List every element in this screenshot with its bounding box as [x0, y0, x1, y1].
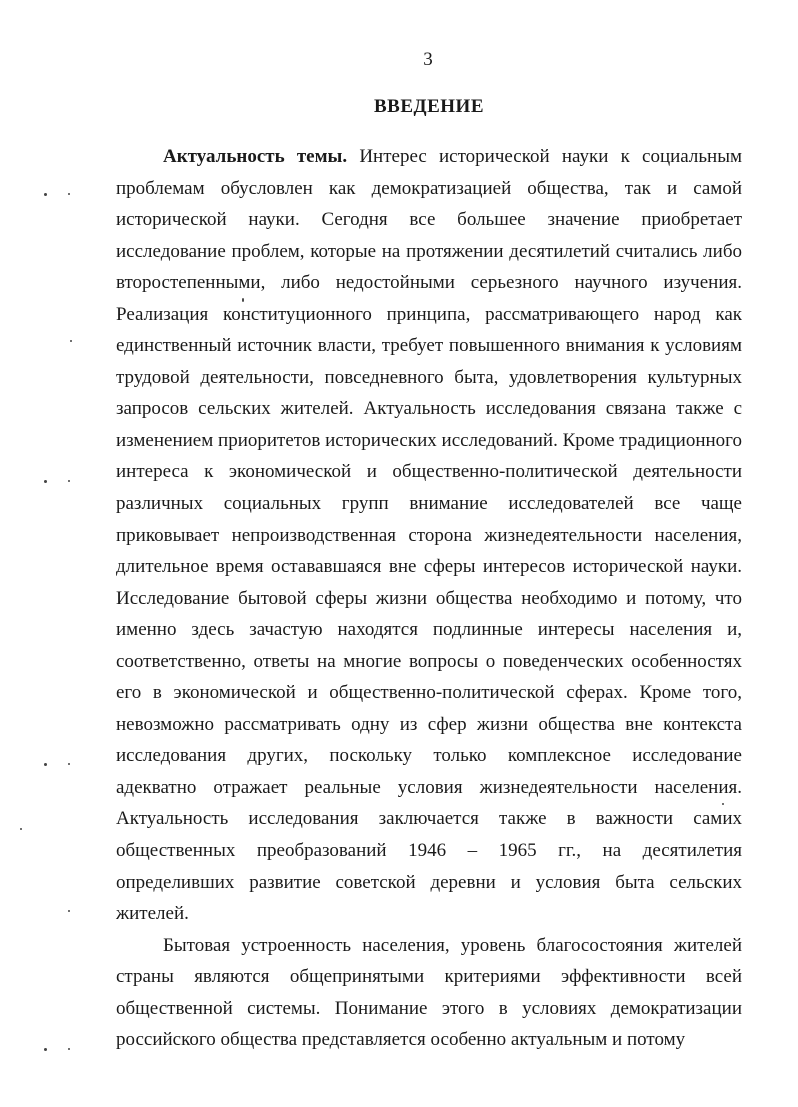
page-title: ВВЕДЕНИЕ: [374, 96, 484, 117]
scan-speck: [70, 340, 72, 342]
scan-speck: [68, 480, 70, 482]
scan-speck: [44, 480, 47, 483]
body-text: [116, 141, 742, 1056]
scan-speck: [44, 1048, 47, 1051]
scan-speck: [68, 1048, 70, 1050]
scan-speck: [20, 828, 22, 830]
paragraph: [116, 141, 742, 930]
scan-speck: [44, 193, 47, 196]
paragraph-text: Бытовая устроенность населения, уровень благосостояния жителей страны являются общепринятыми критериями эффективности всей общественной системы. Понимание этого в условиях демократизации российского общества представляется особенно актуальным и потому: [116, 934, 742, 1051]
paragraph-text: Интерес исторической науки к социальным проблемам обусловлен как демократизацией общества, так и самой исторической науки. Сегодня все большее значение приобретает исследование проблем, которые на протяжении десятилетий считались либо второстепенными, либо недостойными серьезного научного изучения. Реализация конституционного принципа, рассматривающего народ как единственный источник власти, требует повышенного внимания к условиям трудовой деятельности, повседневного быта, удовлетворения культурных запросов сельских жителей. Актуальность исследования связана также с изменением приоритетов исторических исследований. Кроме традиционного интереса к экономической и общественно-политической деятельности различных социальных групп внимание исследователей все чаще приковывает непроизводственная сторона жизнедеятельности населения, длительное время остававшаяся вне сферы интересов исторической науки. Исследование бытовой сферы жизни общества необходимо и потому, что именно здесь зачастую находятся подлинные интересы населения и, соответственно, ответы на многие вопросы о поведенческих особенностях его в экономической и общественно-политической сферах. Кроме того, невозможно рассматривать одну из сфер жизни общества вне контекста исследования других, поскольку только комплексное исследование адекватно отражает реальные условия жизнедеятельности населения. Актуальность исследования заключается также в важности самих общественных преобразований 1946 – 1965 гг., на десятилетия определивших развитие советской деревни и условия быта сельских жителей.: [116, 146, 742, 925]
scan-speck: [68, 910, 70, 912]
scan-speck: [242, 298, 244, 302]
paragraph: [116, 930, 742, 1056]
paragraph-lead: Актуальность темы.: [163, 146, 348, 167]
scan-speck: [722, 803, 724, 805]
page-number: 3: [423, 49, 433, 70]
scan-speck: [44, 763, 47, 766]
scan-speck: [68, 763, 70, 765]
scan-speck: [68, 193, 70, 195]
